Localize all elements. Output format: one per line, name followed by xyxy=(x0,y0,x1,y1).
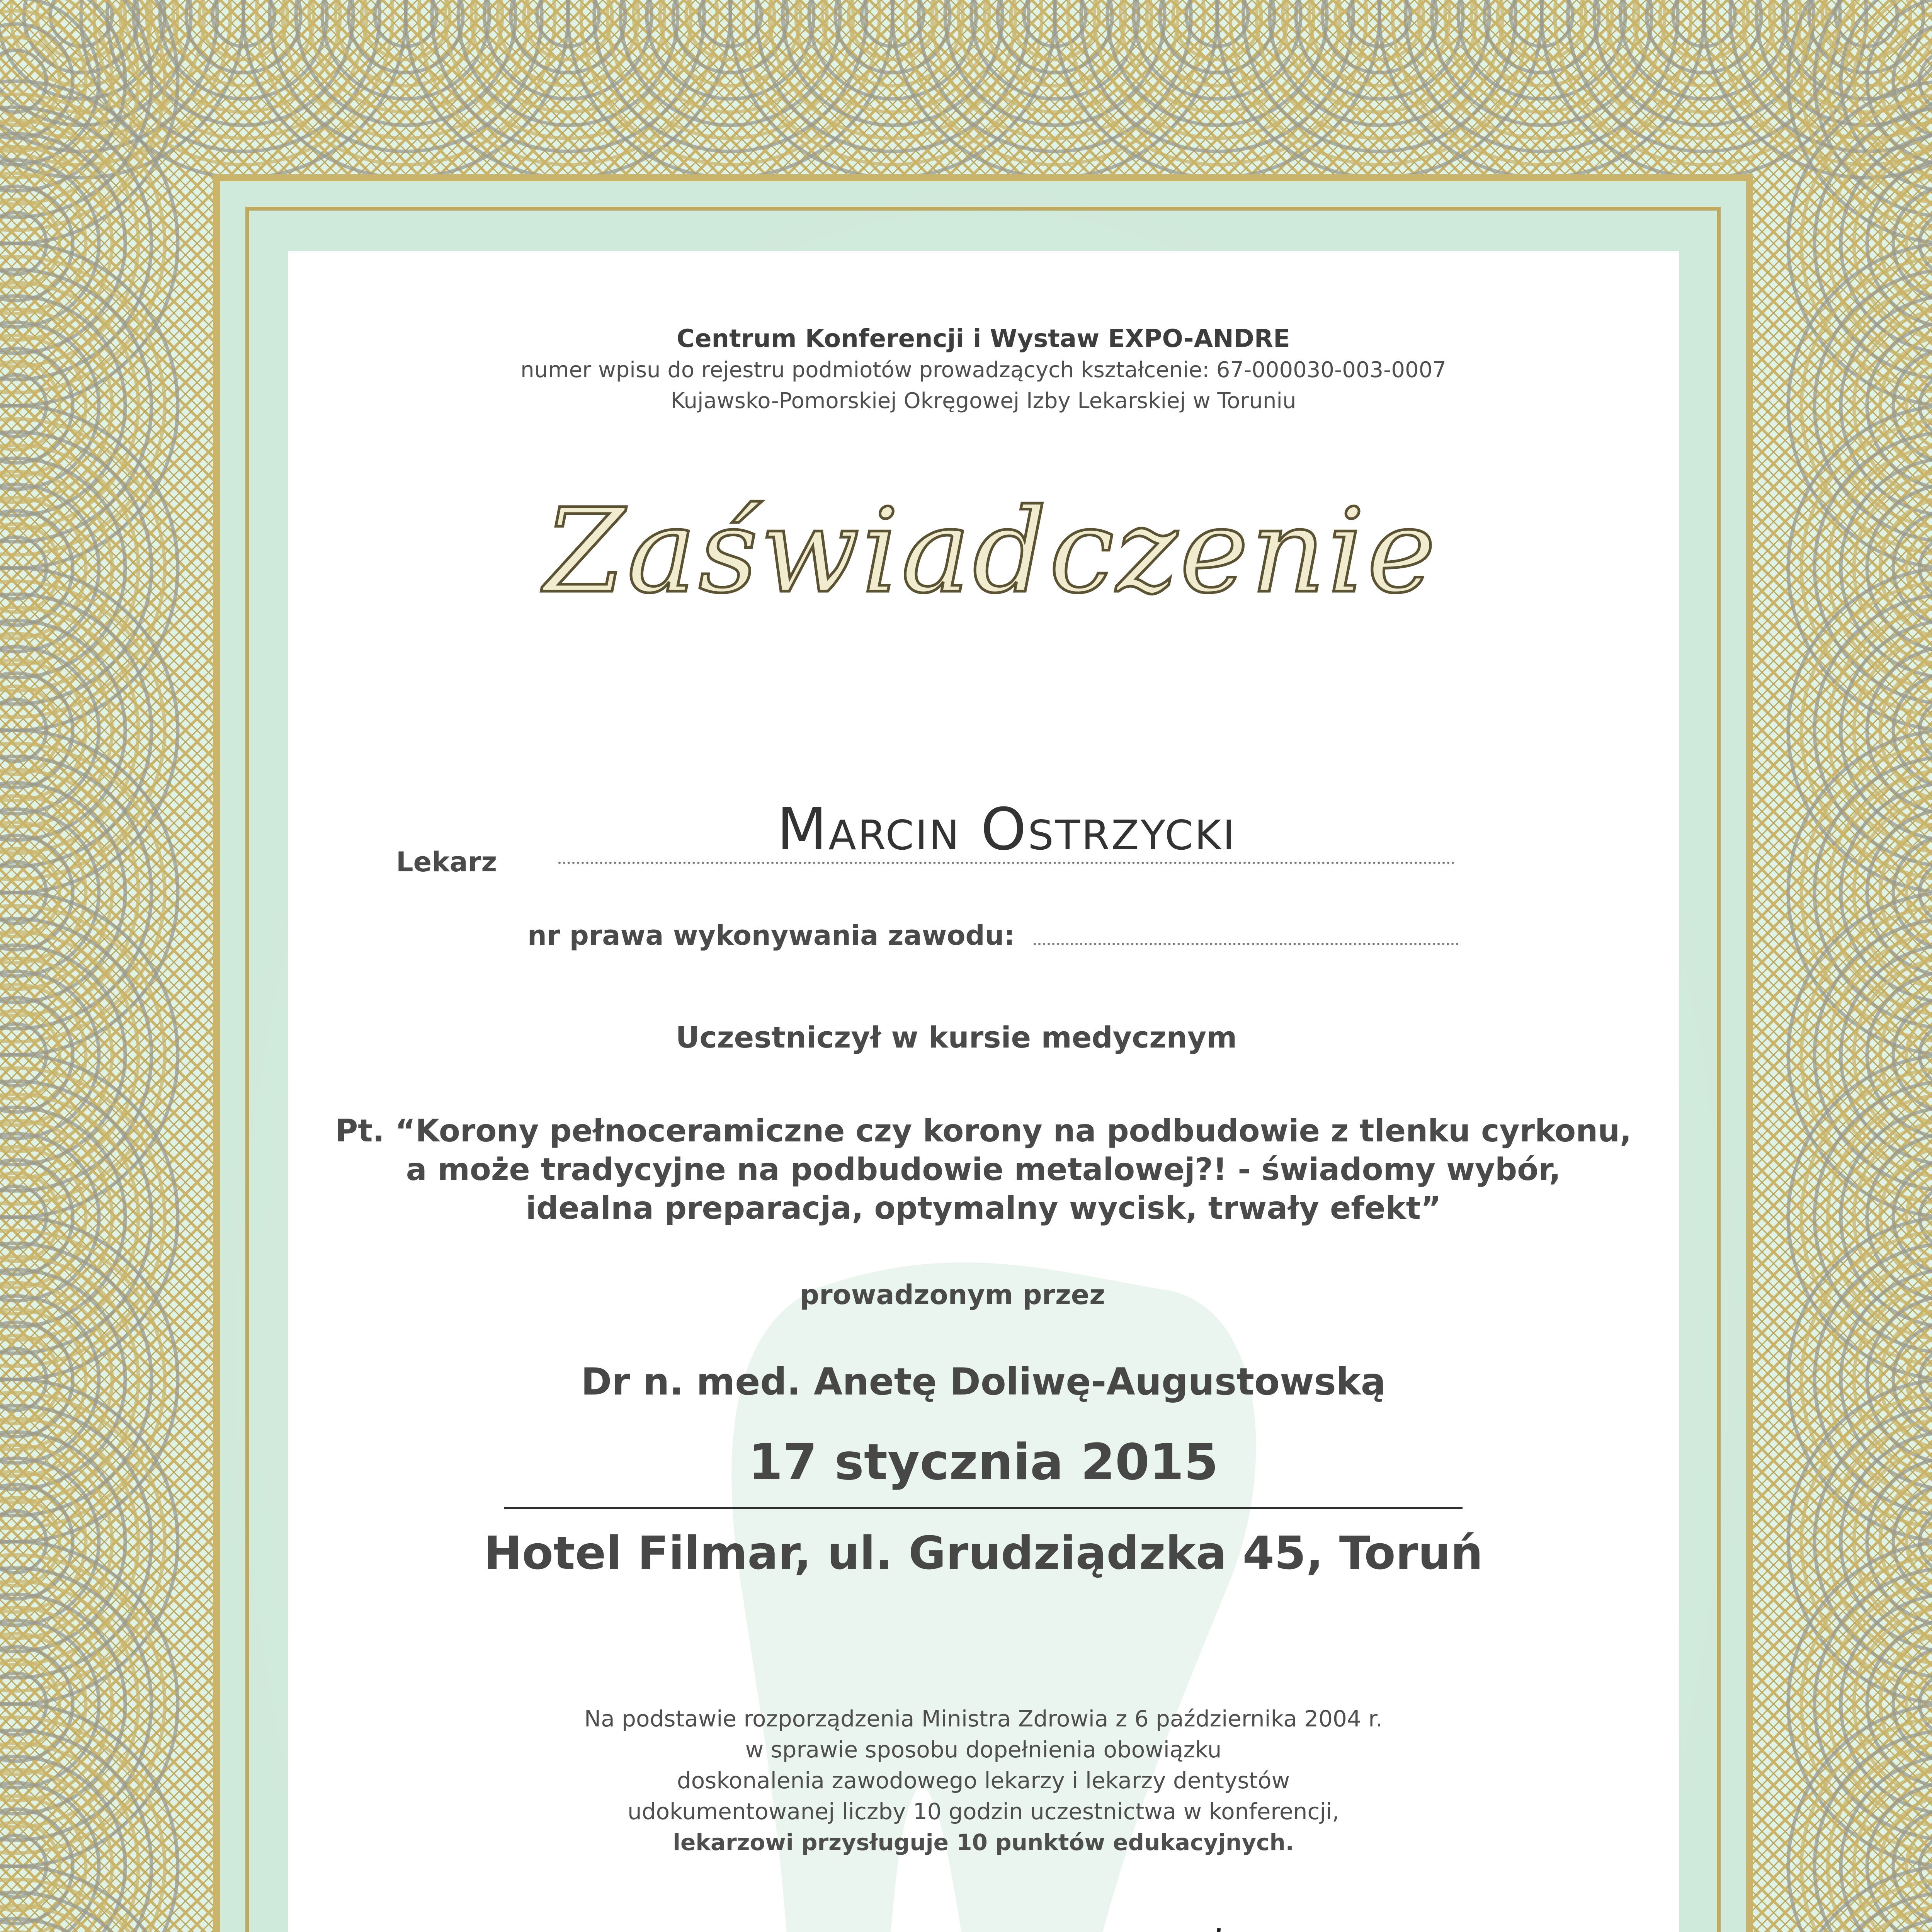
legal-line2: w sprawie sposobu dopełnienia obowiązku xyxy=(745,1736,1222,1763)
certificate-body xyxy=(288,251,1679,1932)
legal-points: lekarzowi przysługuje 10 punktów edukacyjnych. xyxy=(673,1829,1294,1855)
date-underline xyxy=(504,1507,1463,1509)
recipient-name: Marcin Ostrzycki xyxy=(777,796,1236,863)
course-topic-line1: Pt. “Korony pełnoceramiczne czy korony na podbudowie z tlenku cyrkonu, xyxy=(335,1113,1632,1149)
legal-line4: udokumentowanej liczby 10 godzin uczestnictwa w konferencji, xyxy=(628,1798,1339,1825)
license-dotted-line xyxy=(1034,943,1459,945)
recipient-label: Lekarz xyxy=(396,846,497,878)
registry-number: numer wpisu do rejestru podmiotów prowadzących kształcenie: 67-000030-003-0007 xyxy=(520,357,1446,383)
course-venue: Hotel Filmar, ul. Grudziądzka 45, Toruń xyxy=(484,1526,1483,1580)
course-intro: Uczestniczył w kursie medycznym xyxy=(675,1020,1237,1054)
legal-line1: Na podstawie rozporządzenia Ministra Zdrowia z 6 października 2004 r. xyxy=(584,1706,1383,1732)
organizer-name: Centrum Konferencji i Wystaw EXPO-ANDRE xyxy=(677,325,1290,353)
chamber-name: Kujawsko-Pomorskiej Okręgowej Izby Lekarskiej w Toruniu xyxy=(670,388,1296,413)
led-by-label: prowadzonym przez xyxy=(800,1279,1105,1311)
legal-line3: doskonalenia zawodowego lekarzy i lekarzy dentystów xyxy=(677,1767,1290,1794)
certificate-title xyxy=(489,475,1493,638)
course-date: 17 stycznia 2015 xyxy=(748,1434,1219,1491)
license-label: nr prawa wykonywania zawodu: xyxy=(527,920,1015,951)
lecturer-name: Dr n. med. Anetę Doliwę-Augustowską xyxy=(581,1360,1386,1403)
certificate-title-text: Zaświadczenie xyxy=(544,484,1438,619)
signature-right xyxy=(1119,1905,1505,1932)
course-topic-line2: a może tradycyjne na podbudowie metalowej?! - świadomy wybór, xyxy=(406,1151,1561,1187)
course-topic-line3: idealna preparacja, optymalny wycisk, trwały efekt” xyxy=(526,1190,1441,1226)
